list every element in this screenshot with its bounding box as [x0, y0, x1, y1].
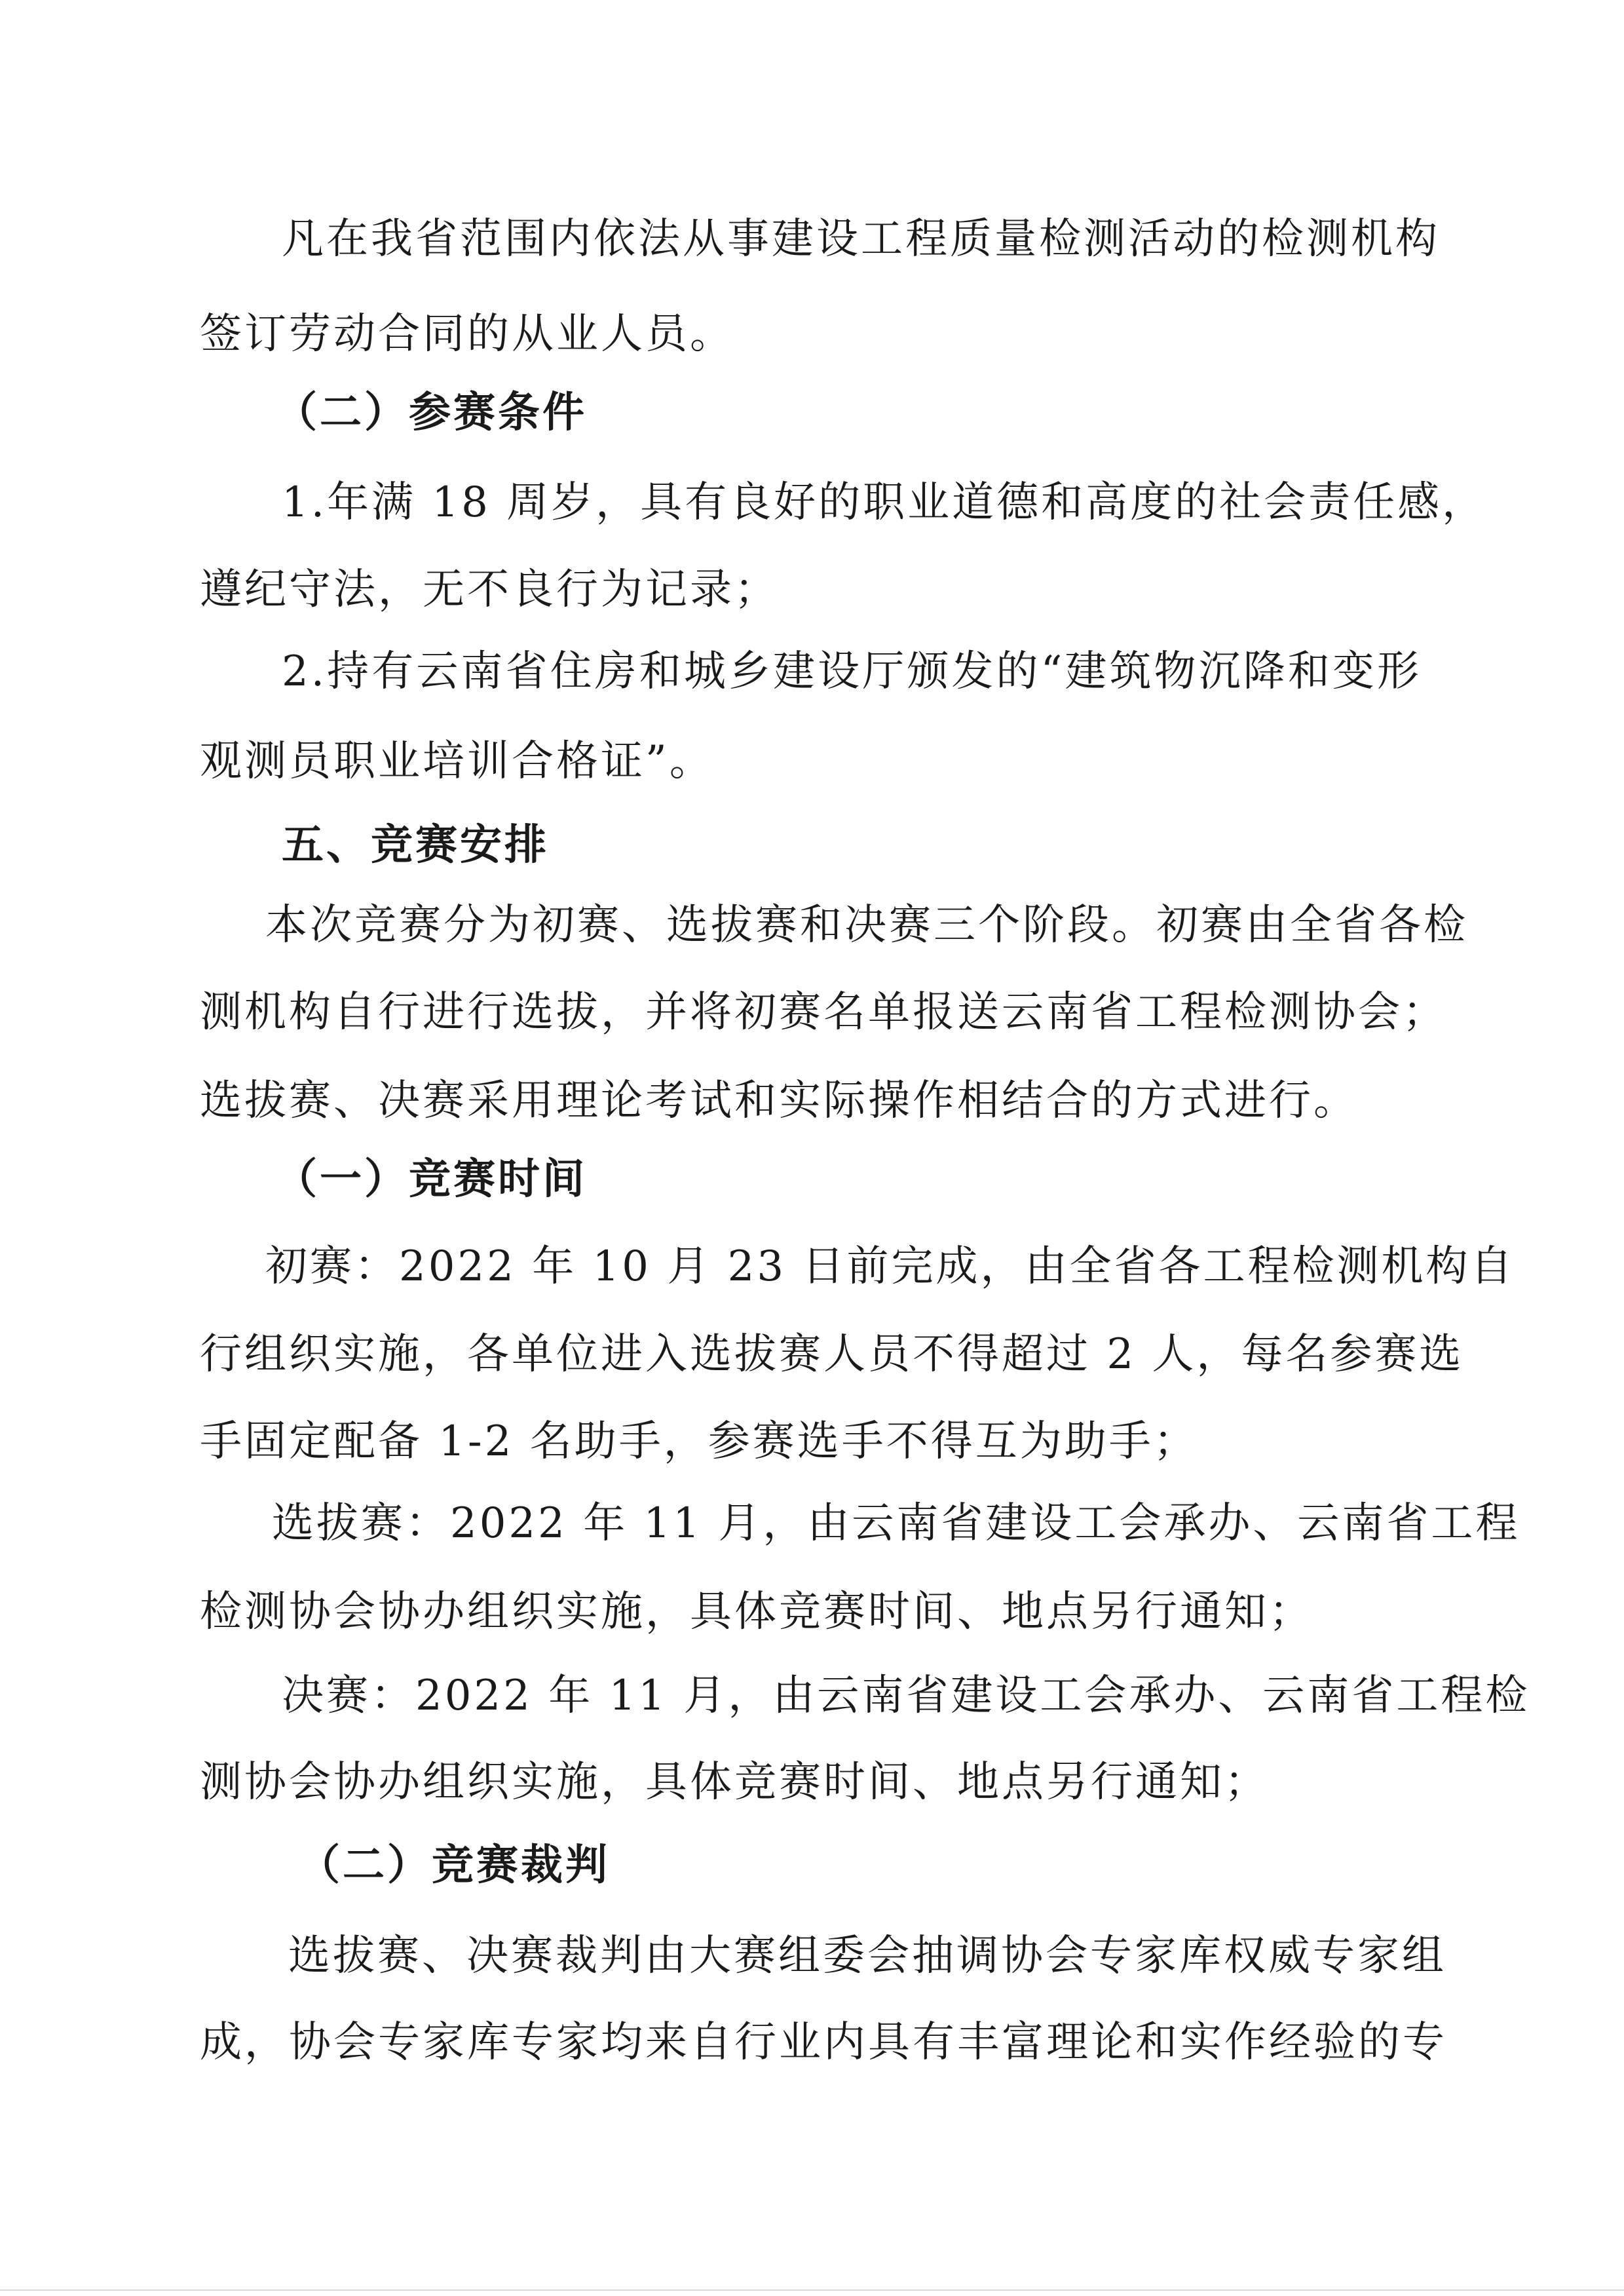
paragraph-line: 选拔赛、决赛采用理论考试和实际操作相结合的方式进行。 [200, 1077, 1358, 1125]
paragraph-line: 成，协会专家库专家均来自行业内具有丰富理论和实作经验的专 [200, 2018, 1447, 2067]
paragraph-line: 本次竞赛分为初赛、选拔赛和决赛三个阶段。初赛由全省各检 [265, 901, 1468, 949]
paragraph-line: 凡在我省范围内依法从事建设工程质量检测活动的检测机构 [282, 215, 1440, 263]
paragraph-line: 选拔赛、决赛裁判由大赛组委会抽调协会专家库权威专家组 [288, 1932, 1446, 1980]
paragraph-line: 测协会协办组织实施，具体竞赛时间、地点另行通知； [200, 1758, 1269, 1807]
section-heading: 五、竞赛安排 [282, 821, 549, 870]
paragraph-line: 选拔赛：2022 年 11 月，由云南省建设工会承办、云南省工程 [272, 1499, 1520, 1548]
scan-edge-divider [0, 2289, 1624, 2291]
paragraph-line: 1.年满 18 周岁，具有良好的职业道德和高度的社会责任感， [282, 478, 1487, 527]
paragraph-line: 初赛：2022 年 10 月 23 日前完成，由全省各工程检测机构自 [265, 1242, 1515, 1291]
paragraph-line: 遵纪守法，无不良行为记录； [200, 565, 779, 614]
paragraph-line: 观测员职业培训合格证”。 [200, 737, 714, 786]
paragraph-line: 检测协会协办组织实施，具体竞赛时间、地点另行通知； [200, 1588, 1313, 1636]
paragraph-line: 签订劳动合同的从业人员。 [200, 310, 734, 358]
paragraph-line: 手固定配备 1-2 名助手，参赛选手不得互为助手； [200, 1417, 1198, 1466]
section-subheading: （二）参赛条件 [275, 389, 587, 437]
paragraph-line: 2.持有云南省住房和城乡建设厅颁发的“建筑物沉降和变形 [282, 647, 1422, 696]
section-subheading: （二）竞赛裁判 [298, 1841, 610, 1890]
section-subheading: （一）竞赛时间 [275, 1155, 587, 1204]
paragraph-line: 决赛：2022 年 11 月，由云南省建设工会承办、云南省工程检 [282, 1672, 1530, 1720]
paragraph-line: 测机构自行进行选拔，并将初赛名单报送云南省工程检测协会； [200, 988, 1447, 1037]
paragraph-line: 行组织实施，各单位进入选拔赛人员不得超过 2 人，每名参赛选 [200, 1330, 1464, 1379]
